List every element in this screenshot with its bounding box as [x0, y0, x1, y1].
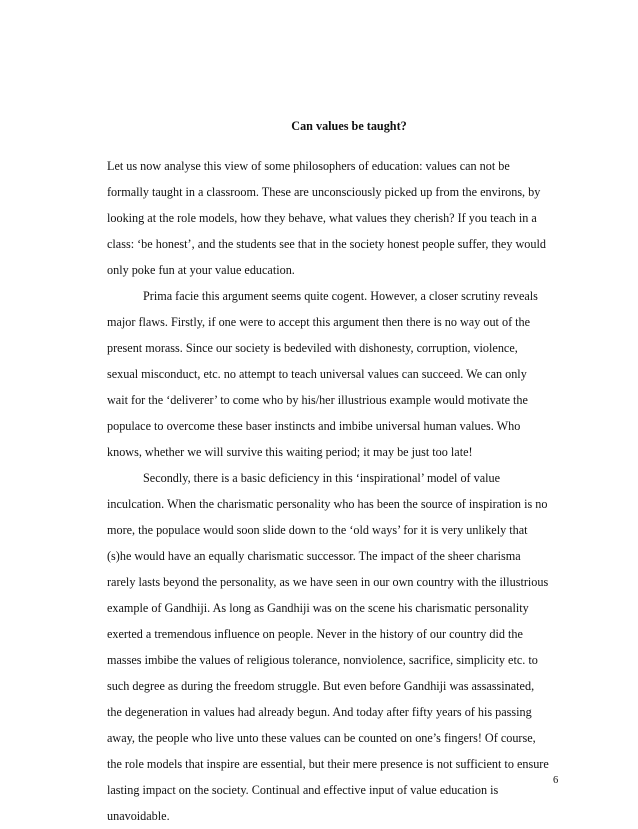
text-line: unavoidable.	[107, 809, 170, 823]
text-line: away, the people who live unto these values can be counted on one’s fingers! Of course,	[107, 731, 536, 745]
text-line: knows, whether we will survive this waiting period; it may be just too late!	[107, 445, 473, 459]
text-line: such degree as during the freedom struggle. But even before Gandhiji was assassinated,	[107, 679, 535, 693]
text-line: the role models that inspire are essential, but their mere presence is not sufficient to ensure	[107, 757, 549, 771]
page-title: Can values be taught?	[291, 119, 407, 133]
page-number: 6	[553, 775, 559, 786]
text-line: looking at the role models, how they behave, what values they cherish? If you teach in a	[107, 211, 537, 225]
text-line: class: ‘be honest’, and the students see that in the society honest people suffer, they would	[107, 237, 546, 251]
text-line: populace to overcome these baser instincts and imbibe universal human values. Who	[107, 419, 521, 433]
text-line: only poke fun at your value education.	[107, 263, 295, 277]
text-line: wait for the ‘deliverer’ to come who by his/her illustrious example would motivate the	[107, 393, 528, 407]
text-line: more, the populace would soon slide down to the ‘old ways’ for it is very unlikely that	[107, 523, 528, 537]
text-line: present morass. Since our society is bedeviled with dishonesty, corruption, violence,	[107, 341, 518, 355]
text-line: Let us now analyse this view of some philosophers of education: values can not be	[107, 159, 510, 173]
text-line: the degeneration in values had already begun. And today after fifty years of his passing	[107, 705, 532, 719]
text-line: rarely lasts beyond the personality, as we have seen in our own country with the illustrious	[107, 575, 549, 589]
text-line: (s)he would have an equally charismatic successor. The impact of the sheer charisma	[107, 549, 521, 563]
text-line: exerted a tremendous influence on people. Never in the history of our country did the	[107, 627, 523, 641]
text-line: formally taught in a classroom. These are unconsciously picked up from the environs, by	[107, 185, 541, 199]
text-line: sexual misconduct, etc. no attempt to teach universal values can succeed. We can only	[107, 367, 527, 381]
text-line: example of Gandhiji. As long as Gandhiji was on the scene his charismatic personality	[107, 601, 529, 615]
text-line: inculcation. When the charismatic personality who has been the source of inspiration is no	[107, 497, 548, 511]
text-line: masses imbibe the values of religious tolerance, nonviolence, sacrifice, simplicity etc. to	[107, 653, 538, 667]
body-text	[107, 153, 567, 829]
text-line: Prima facie this argument seems quite cogent. However, a closer scrutiny reveals	[143, 289, 538, 303]
text-line: Secondly, there is a basic deficiency in this ‘inspirational’ model of value	[143, 471, 501, 485]
text-line: lasting impact on the society. Continual and effective input of value education is	[107, 783, 499, 797]
text-line: major flaws. Firstly, if one were to accept this argument then there is no way out of the	[107, 315, 531, 329]
